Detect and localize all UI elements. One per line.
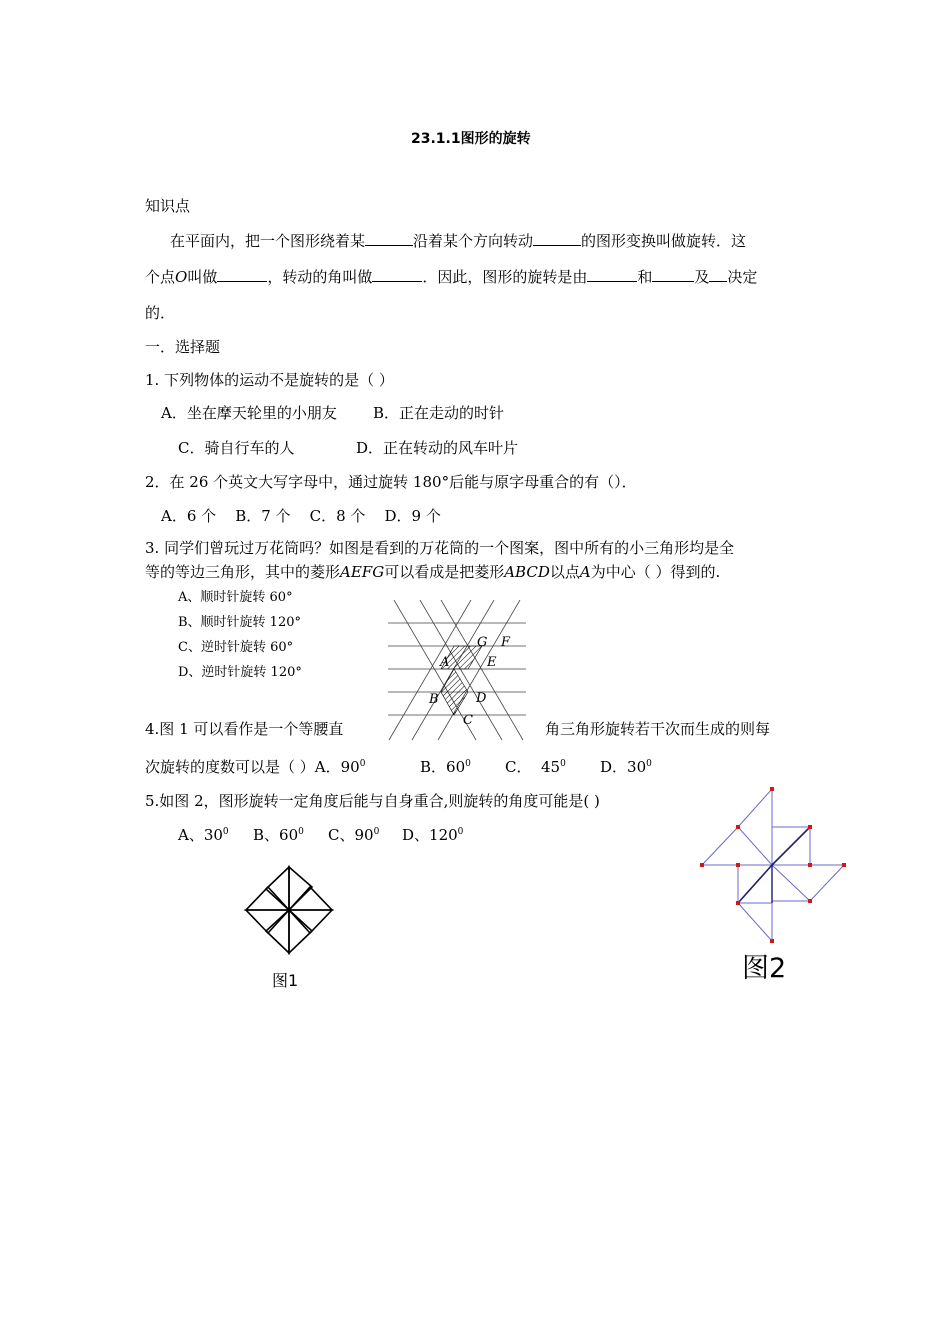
q3-option-b: B、顺时针旋转 120°: [178, 615, 301, 630]
figure-1-caption: 图1: [272, 971, 299, 990]
q5-option-c: [328, 825, 379, 845]
point-a: A: [579, 563, 591, 581]
text: ．因此，图形的旋转是由: [422, 268, 588, 286]
q1-option-a: A．坐在摩天轮里的小朋友: [161, 404, 337, 422]
sup: 0: [465, 759, 471, 769]
q1-option-b: B．正在走动的时针: [373, 404, 505, 422]
text: C． 45: [505, 758, 561, 776]
label-f: F: [501, 635, 511, 650]
text: 以点: [549, 563, 580, 581]
blank: [709, 266, 727, 282]
q4-option-c: [505, 757, 566, 777]
blank: [587, 266, 637, 282]
label-g: G: [477, 635, 488, 650]
sup: 0: [560, 759, 566, 769]
text: 沿着某个方向转动: [413, 232, 534, 250]
text: A、30: [178, 826, 223, 844]
text: 等的等边三角形，其中的菱形: [145, 563, 341, 581]
q1-option-c: C．骑自行车的人: [178, 439, 295, 457]
figure-2-caption: 图2: [742, 953, 787, 984]
sup: 0: [359, 759, 366, 769]
text: B、60: [253, 826, 299, 844]
label-c: C: [463, 713, 473, 728]
knowledge-line-1: [170, 230, 746, 251]
q2-stem: 2．在 26 个英文大写字母中，通过旋转 180°后能与原字母重合的有（）．: [145, 473, 637, 491]
q4-line-1b: 角三角形旋转若干次而生成的则每: [545, 720, 771, 738]
rhombus-abcd: ABCD: [504, 563, 550, 581]
label-a: A: [440, 655, 450, 670]
text: 为中心（ ）得到的.: [590, 563, 721, 581]
text: 可以看成是把菱形: [384, 563, 505, 581]
text: 个点: [145, 268, 176, 286]
rhombus-abcd-shape: [441, 669, 468, 715]
text: C、90: [328, 826, 374, 844]
text: 在平面内，把一个图形绕着某: [170, 232, 366, 250]
text: D．30: [600, 758, 647, 776]
sup: 0: [457, 827, 464, 837]
q4-line-1a: 4.图 1 可以看作是一个等腰直: [145, 720, 344, 738]
q4-option-a: 次旋转的度数可以是（ ）A．90: [145, 758, 360, 776]
q1-option-d: D．正在转动的风车叶片: [356, 439, 519, 457]
figure-2-pinwheel: [700, 785, 848, 945]
q3-line-1: 3. 同学们曾玩过万花筒吗？如图是看到的万花筒的一个图案，图中所有的小三角形均是全: [145, 539, 735, 557]
rhombus-aefg: AEFG: [340, 563, 385, 581]
text: 叫做: [187, 268, 218, 286]
blank: [372, 266, 422, 282]
kaleidoscope-figure: [386, 600, 528, 742]
q2-options: A．6 个 B．7 个 C．8 个 D．9 个: [161, 507, 441, 525]
knowledge-line-3: 的．: [145, 304, 176, 322]
q1-stem: 1. 下列物体的运动不是旋转的是（ ）: [145, 371, 394, 389]
text: 决定: [727, 268, 758, 286]
text: 及: [694, 268, 710, 286]
q4-option-d: [600, 757, 652, 777]
sup: 0: [646, 759, 652, 769]
text: D、120: [402, 826, 458, 844]
q3-option-d: D、逆时针旋转 120°: [178, 665, 302, 680]
q4-line-2: [145, 757, 365, 777]
blank: [652, 266, 694, 282]
text: 的图形变换叫做旋转．这: [581, 232, 747, 250]
sup: 0: [373, 827, 380, 837]
point-o: O: [175, 268, 188, 286]
blank: [365, 230, 413, 246]
text: B．60: [420, 758, 466, 776]
label-b: B: [429, 692, 439, 707]
sup: 0: [222, 827, 229, 837]
q3-option-a: A、顺时针旋转 60°: [178, 590, 293, 605]
q3-line-2: [145, 562, 720, 582]
section-choice: 一．选择题: [145, 338, 221, 356]
knowledge-line-2: [145, 266, 757, 287]
q3-option-c: C、逆时针旋转 60°: [178, 640, 294, 655]
label-e: E: [487, 655, 497, 670]
page-title: 23.1.1图形的旋转: [411, 131, 531, 147]
q5-stem: 5.如图 2，图形旋转一定角度后能与自身重合,则旋转的角度可能是( ): [145, 792, 600, 810]
q4-option-b: [420, 757, 471, 777]
section-knowledge: 知识点: [145, 197, 191, 215]
blank: [217, 266, 267, 282]
text: 和: [637, 268, 653, 286]
q5-option-d: [402, 825, 463, 845]
figure-1-pinwheel: [240, 865, 340, 955]
label-d: D: [476, 691, 487, 706]
q5-option-a: [178, 825, 229, 845]
blank: [533, 230, 581, 246]
sup: 0: [298, 827, 304, 837]
q5-option-b: [253, 825, 304, 845]
text: ，转动的角叫做: [267, 268, 373, 286]
